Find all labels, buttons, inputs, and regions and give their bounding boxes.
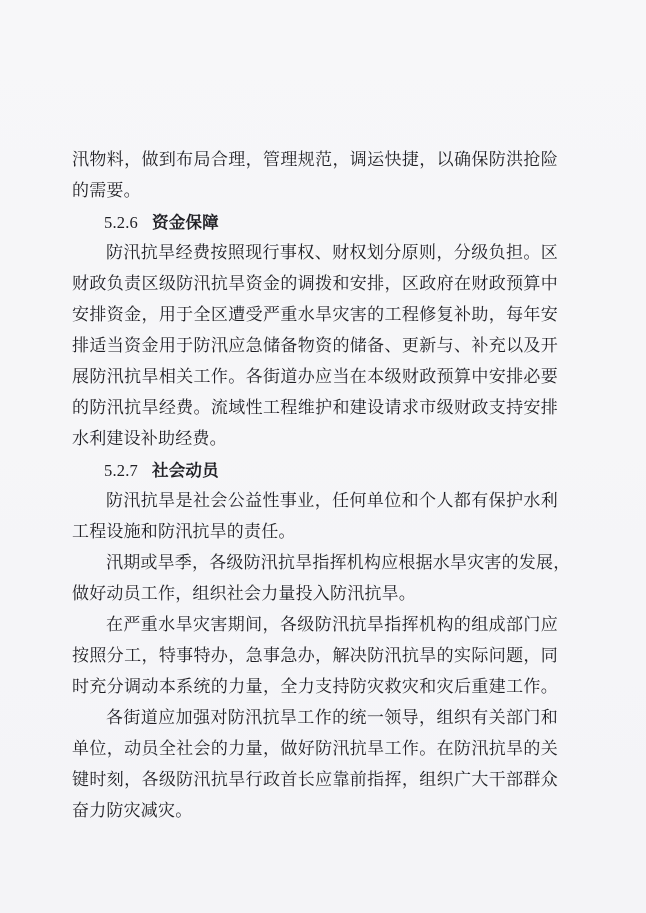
document-text-block	[72, 145, 571, 827]
section-heading	[72, 207, 558, 238]
paragraph-line: 奋力防灾减灾。	[72, 801, 193, 821]
paragraph-line: 的需要。	[72, 181, 141, 201]
paragraph-line: 单位，动员全社会的力量，做好防汛抗旱工作。在防汛抗旱的关	[72, 739, 558, 759]
paragraph-line: 汛期或旱季，各级防汛抗旱指挥机构应根据水旱灾害的发展，	[106, 553, 571, 573]
section-title: 资金保障	[152, 213, 219, 232]
paragraph-line: 防汛抗旱经费按照现行事权、财权划分原则，分级负担。区	[106, 243, 558, 263]
section-title: 社会动员	[152, 461, 219, 480]
paragraph-line: 的防汛抗旱经费。流域性工程维护和建设请求市级财政支持安排	[72, 398, 558, 418]
paragraph-line: 财政负责区级防汛抗旱资金的调拨和安排，区政府在财政预算中	[72, 274, 558, 294]
paragraph-line: 安排资金，用于全区遭受严重水旱灾害的工程修复补助，每年安	[72, 305, 558, 325]
paragraph-line: 键时刻，各级防汛抗旱行政首长应靠前指挥，组织广大干部群众	[72, 770, 558, 790]
paragraph-line: 在严重水旱灾害期间，各级防汛抗旱指挥机构的组成部门应	[106, 615, 558, 635]
section-heading	[72, 455, 558, 486]
paragraph-line: 做好动员工作，组织社会力量投入防汛抗旱。	[72, 584, 416, 604]
paragraph-line: 排适当资金用于防汛应急储备物资的储备、更新与、补充以及开	[72, 336, 558, 356]
section-number: 5.2.6	[104, 213, 138, 232]
paragraph-line: 按照分工，特事特办，急事急办，解决防汛抗旱的实际问题，同	[72, 646, 558, 666]
paragraph-line: 各街道应加强对防汛抗旱工作的统一领导，组织有关部门和	[106, 708, 558, 728]
paragraph-line: 防汛抗旱是社会公益性事业，任何单位和个人都有保护水利	[106, 491, 558, 511]
paragraph-line: 展防汛抗旱相关工作。各街道办应当在本级财政预算中安排必要	[72, 367, 558, 387]
paragraph-line: 汛物料，做到布局合理，管理规范，调运快捷，以确保防洪抢险	[72, 150, 558, 170]
paragraph-line: 工程设施和防汛抗旱的责任。	[72, 522, 296, 542]
paragraph-line: 水利建设补助经费。	[72, 429, 227, 449]
paragraph-line: 时充分调动本系统的力量，全力支持防灾救灾和灾后重建工作。	[72, 677, 558, 697]
section-number: 5.2.7	[104, 461, 138, 480]
